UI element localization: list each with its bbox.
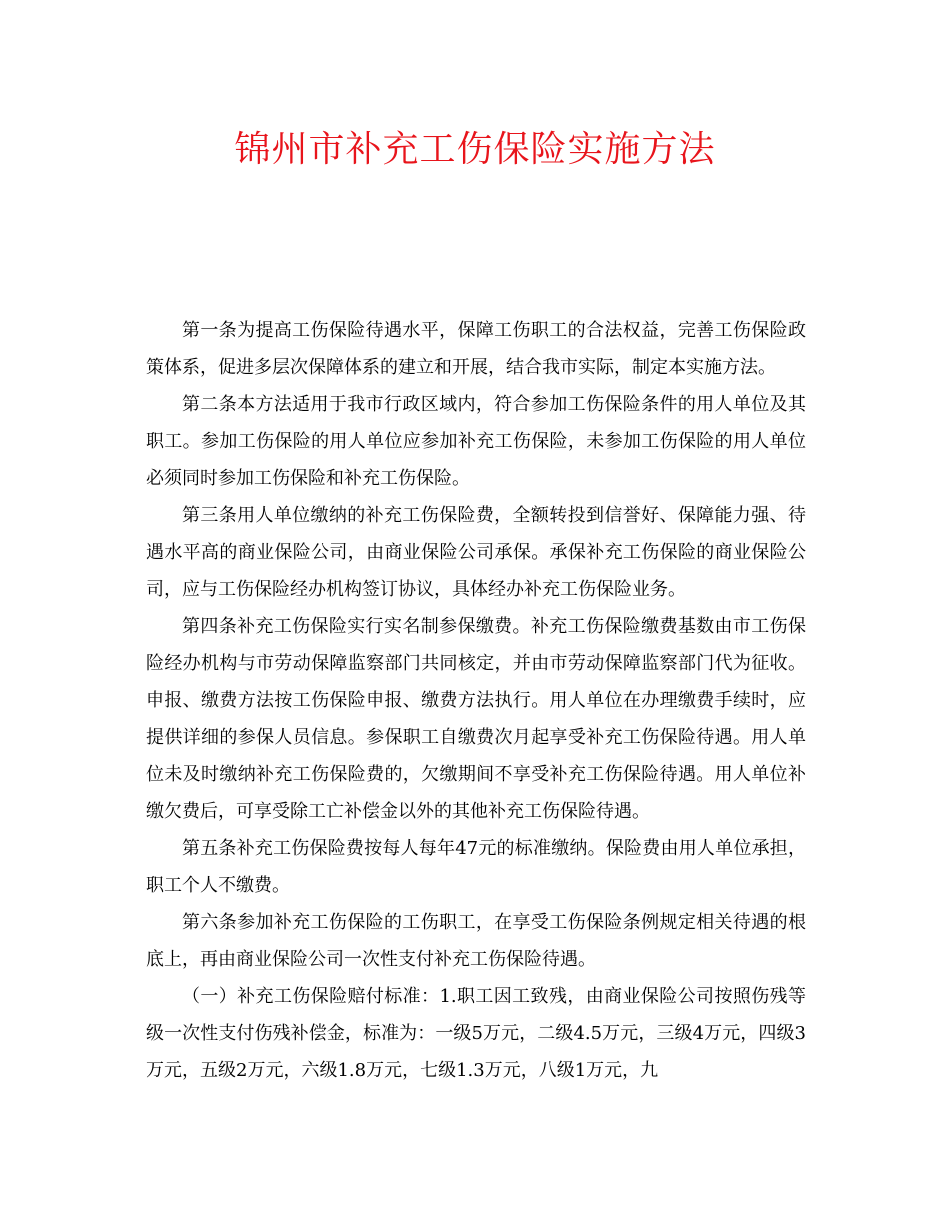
article-3-paragraph: 第三条用人单位缴纳的补充工伤保险费，全额转投到信誉好、保障能力强、待遇水平高的商业保险公司，由商业保险公司承保。承保补充工伤保险的商业保险公司，应与工伤保险经办机构签订协议，具体经办补充工伤保险业务。 [146,505,806,600]
document-title: 锦州市补充工伤保险实施方法 [234,129,716,170]
article-2-paragraph: 第二条本方法适用于我市行政区域内，符合参加工伤保险条件的用人单位及其职工。参加工伤保险的用人单位应参加补充工伤保险，未参加工伤保险的用人单位必须同时参加工伤保险和补充工伤保险。 [146,394,806,489]
compensation-standard-paragraph: （一）补充工伤保险赔付标准：1.职工因工致残，由商业保险公司按照伤残等级一次性支付伤残补偿金，标准为：一级5万元，二级4.5万元，三级4万元，四级3万元，五级2万元，六级1.8万元，七级1.3万元，八级1万元，九 [146,986,806,1081]
article-6-paragraph: 第六条参加补充工伤保险的工伤职工，在享受工伤保险条例规定相关待遇的根底上，再由商业保险公司一次性支付补充工伤保险待遇。 [146,912,806,970]
article-5-paragraph: 第五条补充工伤保险费按每人每年47元的标准缴纳。保险费由用人单位承担，职工个人不缴费。 [146,838,806,896]
document-body [146,312,806,1089]
article-4-paragraph: 第四条补充工伤保险实行实名制参保缴费。补充工伤保险缴费基数由市工伤保险经办机构与市劳动保障监察部门共同核定，并由市劳动保障监察部门代为征收。申报、缴费方法按工伤保险申报、缴费方法执行。用人单位在办理缴费手续时，应提供详细的参保人员信息。参保职工自缴费次月起享受补充工伤保险待遇。用人单位未及时缴纳补充工伤保险费的，欠缴期间不享受补充工伤保险待遇。用人单位补缴欠费后，可享受除工亡补偿金以外的其他补充工伤保险待遇。 [146,616,806,822]
article-1-paragraph: 第一条为提高工伤保险待遇水平，保障工伤职工的合法权益，完善工伤保险政策体系，促进多层次保障体系的建立和开展，结合我市实际，制定本实施方法。 [146,320,806,378]
